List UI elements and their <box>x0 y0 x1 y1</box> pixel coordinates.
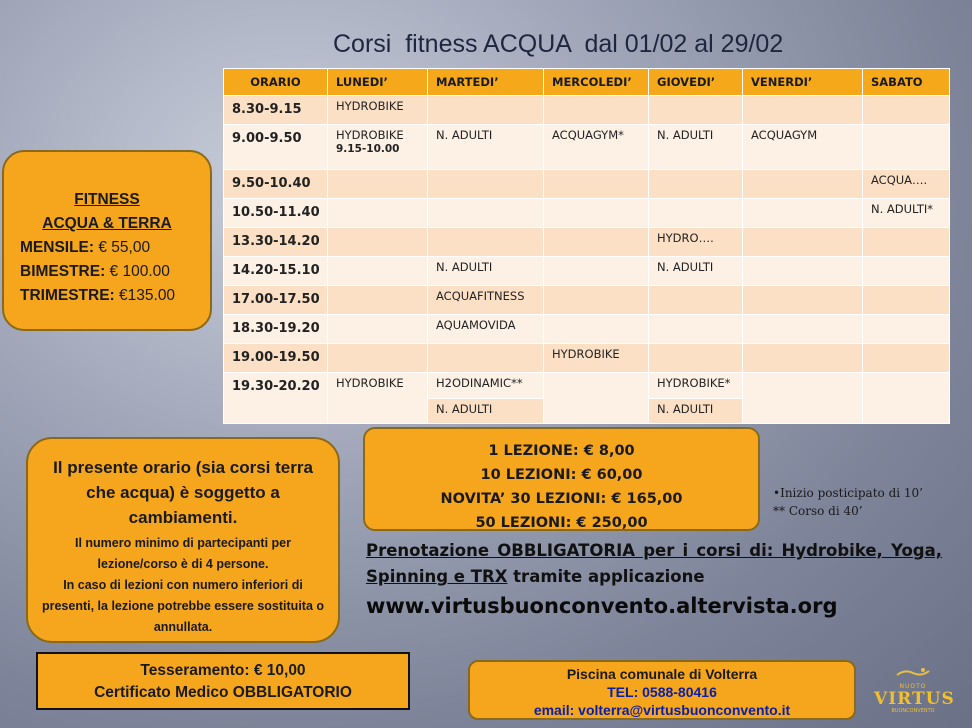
class-cell <box>743 257 863 286</box>
class-cell <box>649 315 743 344</box>
footnote-course-length: ** Corso di 40’ <box>773 504 863 518</box>
class-cell <box>649 344 743 373</box>
logo-bottom-text: BUONCONVENTO <box>891 708 935 714</box>
class-cell <box>544 373 649 424</box>
class-cell: N. ADULTI <box>428 399 544 424</box>
class-cell <box>743 199 863 228</box>
class-cell: N. ADULTI <box>649 399 743 424</box>
class-cell: N. ADULTI <box>428 257 544 286</box>
header-lunedi: LUNEDI’ <box>328 69 428 96</box>
fitness-pricing-box <box>2 150 212 331</box>
class-cell <box>328 199 428 228</box>
table-row <box>224 286 950 315</box>
price-line: 1 LEZIONE: € 8,00 <box>488 443 635 459</box>
table-header-row <box>224 69 950 96</box>
class-cell <box>649 96 743 125</box>
header-mercoledi: MERCOLEDI’ <box>544 69 649 96</box>
booking-notice <box>366 538 942 590</box>
class-subtime: 9.15-10.00 <box>336 143 400 155</box>
time-cell: 17.00-17.50 <box>224 286 328 315</box>
class-cell: HYDROBIKE <box>328 96 428 125</box>
table-row <box>224 228 950 257</box>
class-cell <box>649 286 743 315</box>
time-cell: 10.50-11.40 <box>224 199 328 228</box>
monthly-label: MENSILE: <box>20 239 95 256</box>
class-cell <box>428 228 544 257</box>
class-cell <box>743 96 863 125</box>
class-cell: AQUAMOVIDA <box>428 315 544 344</box>
header-orario: ORARIO <box>224 69 328 96</box>
price-line: NOVITA’ 30 LEZIONI: € 165,00 <box>440 491 683 507</box>
class-cell <box>743 286 863 315</box>
class-cell: N. ADULTI <box>428 125 544 170</box>
class-cell <box>544 170 649 199</box>
class-cell: HYDRO…. <box>649 228 743 257</box>
class-cell: HYDROBIKE* <box>649 373 743 399</box>
class-cell: ACQUAGYM <box>743 125 863 170</box>
notice-min-participants: Il numero minimo di partecipanti per lezione/corso è di 4 persone. <box>74 536 291 571</box>
class-name: HYDROBIKE <box>336 128 404 142</box>
class-cell <box>544 315 649 344</box>
class-cell <box>544 199 649 228</box>
membership-fee: Tesseramento: € 10,00 <box>140 662 306 679</box>
quarterly-price <box>4 284 210 308</box>
table-row <box>224 257 950 286</box>
table-row <box>224 373 950 399</box>
header-giovedi: GIOVEDI’ <box>649 69 743 96</box>
logo-top-text: NUOTO <box>899 683 927 690</box>
class-cell <box>428 170 544 199</box>
time-cell: 19.00-19.50 <box>224 344 328 373</box>
class-cell <box>328 315 428 344</box>
booking-app-text: tramite applicazione <box>507 567 705 586</box>
class-cell <box>544 96 649 125</box>
footnotes <box>773 484 969 520</box>
class-cell <box>743 315 863 344</box>
class-cell <box>649 199 743 228</box>
table-row <box>224 170 950 199</box>
class-cell <box>428 199 544 228</box>
class-cell <box>328 286 428 315</box>
bimonthly-price <box>4 260 210 284</box>
time-cell: 14.20-15.10 <box>224 257 328 286</box>
class-cell <box>328 228 428 257</box>
table-row <box>224 199 950 228</box>
logo-brand: VIRTUS <box>874 689 955 709</box>
bimonthly-value: € 100.00 <box>105 263 170 280</box>
class-cell <box>328 170 428 199</box>
lesson-prices-box <box>363 427 760 531</box>
time-cell: 18.30-19.20 <box>224 315 328 344</box>
footnote-delayed-start: •Inizio posticipato di 10’ <box>773 486 923 500</box>
time-cell: 9.00-9.50 <box>224 125 328 170</box>
fitness-subheading: ACQUA & TERRA <box>42 215 172 232</box>
medical-certificate: Certificato Medico OBBLIGATORIO <box>94 684 352 701</box>
pool-contact-box <box>468 660 856 720</box>
class-cell <box>863 228 950 257</box>
class-cell <box>743 344 863 373</box>
schedule-table <box>223 68 950 424</box>
class-cell <box>863 344 950 373</box>
class-cell: ACQUA…. <box>863 170 950 199</box>
class-cell <box>743 170 863 199</box>
class-cell <box>328 344 428 373</box>
class-cell <box>328 125 428 170</box>
time-cell: 9.50-10.40 <box>224 170 328 199</box>
fitness-heading: FITNESS <box>74 191 140 208</box>
class-cell <box>863 286 950 315</box>
class-cell <box>863 125 950 170</box>
notice-cancellation: In caso di lezioni con numero inferiori di presenti, la lezione potrebbe essere sostituita o annullata. <box>41 578 325 634</box>
pool-email[interactable]: email: volterra@virtusbuonconvento.it <box>533 702 791 718</box>
pool-name: Piscina comunale di Volterra <box>566 666 758 682</box>
monthly-price <box>4 236 210 260</box>
header-venerdi: VENERDI’ <box>743 69 863 96</box>
price-line: 50 LEZIONI: € 250,00 <box>475 515 648 531</box>
class-cell <box>863 96 950 125</box>
class-cell: ACQUAFITNESS <box>428 286 544 315</box>
class-cell <box>743 228 863 257</box>
class-cell <box>428 344 544 373</box>
class-cell <box>328 257 428 286</box>
notice-main: Il presente orario (sia corsi terra che acqua) è soggetto a cambiamenti. <box>53 458 313 527</box>
swimmer-icon <box>893 667 933 679</box>
table-row <box>224 315 950 344</box>
price-line: 10 LEZIONI: € 60,00 <box>480 467 643 483</box>
class-cell: N. ADULTI <box>649 257 743 286</box>
class-cell: HYDROBIKE <box>544 344 649 373</box>
class-cell <box>544 286 649 315</box>
website-link[interactable]: www.virtusbuonconvento.altervista.org <box>366 594 838 618</box>
bimonthly-label: BIMESTRE: <box>20 263 106 280</box>
class-cell <box>863 315 950 344</box>
header-sabato: SABATO <box>863 69 950 96</box>
time-cell: 13.30-14.20 <box>224 228 328 257</box>
class-cell: N. ADULTI* <box>863 199 950 228</box>
time-cell: 8.30-9.15 <box>224 96 328 125</box>
notice-box <box>26 437 340 643</box>
table-row <box>224 344 950 373</box>
time-cell: 19.30-20.20 <box>224 373 328 424</box>
class-cell <box>863 257 950 286</box>
membership-box <box>36 652 410 710</box>
header-martedi: MARTEDI’ <box>428 69 544 96</box>
quarterly-value: €135.00 <box>114 287 176 304</box>
class-cell <box>863 373 950 424</box>
page-title: Corsi fitness ACQUA dal 01/02 al 29/02 <box>333 30 784 58</box>
pool-phone[interactable]: TEL: 0588-80416 <box>607 684 717 700</box>
class-cell: HYDROBIKE <box>328 373 428 424</box>
class-cell: H2ODINAMIC** <box>428 373 544 399</box>
class-cell: ACQUAGYM* <box>544 125 649 170</box>
class-cell <box>649 170 743 199</box>
monthly-value: € 55,00 <box>94 239 151 256</box>
class-cell <box>544 228 649 257</box>
class-cell <box>544 257 649 286</box>
table-row <box>224 96 950 125</box>
table-row <box>224 125 950 170</box>
quarterly-label: TRIMESTRE: <box>20 287 115 304</box>
virtus-logo <box>874 664 955 722</box>
class-cell: N. ADULTI <box>649 125 743 170</box>
class-cell <box>743 373 863 424</box>
class-cell <box>428 96 544 125</box>
booking-required-text: Prenotazione OBBLIGATORIA per i corsi di: Hydrobike, Yoga, Spinning e TRX <box>366 541 942 586</box>
